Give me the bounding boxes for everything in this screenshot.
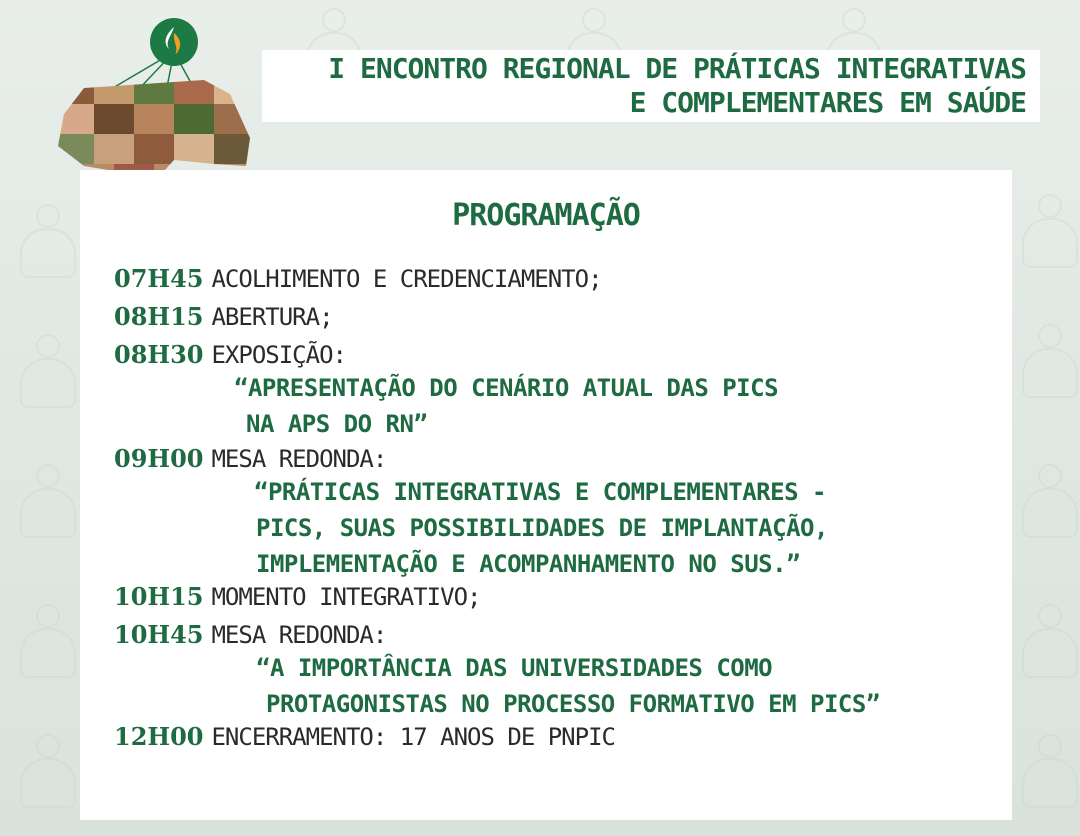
schedule-time: 10H15 bbox=[114, 582, 204, 611]
schedule-activity: MESA REDONDA: bbox=[211, 445, 387, 473]
meditation-figure-icon bbox=[1016, 600, 1080, 688]
schedule-activity: EXPOSIÇÃO: bbox=[211, 341, 346, 369]
schedule-activity: ACOLHIMENTO E CREDENCIAMENTO; bbox=[211, 265, 602, 293]
schedule-time: 08H30 bbox=[114, 340, 204, 369]
schedule-time: 07H45 bbox=[114, 264, 204, 293]
talk-quote-line: PICS, SUAS POSSIBILIDADES DE IMPLANTAÇÃO, bbox=[256, 514, 828, 542]
meditation-figure-icon bbox=[14, 200, 78, 288]
event-title-box bbox=[262, 50, 1040, 122]
meditation-figure-icon bbox=[1016, 460, 1080, 548]
program-card bbox=[80, 170, 1012, 820]
meditation-figure-icon bbox=[14, 730, 78, 818]
meditation-figure-icon bbox=[14, 600, 78, 688]
meditation-figure-icon bbox=[14, 330, 78, 418]
schedule-activity: MOMENTO INTEGRATIVO; bbox=[211, 583, 481, 611]
event-title-line-1: I ENCONTRO REGIONAL DE PRÁTICAS INTEGRATIVAS bbox=[328, 52, 1026, 85]
meditation-figure-icon bbox=[1016, 730, 1080, 818]
schedule-item bbox=[114, 620, 386, 649]
schedule-item bbox=[114, 340, 346, 369]
meditation-figure-icon bbox=[1016, 320, 1080, 408]
schedule-time: 10H45 bbox=[114, 620, 204, 649]
talk-quote-line: “APRESENTAÇÃO DO CENÁRIO ATUAL DAS PICS bbox=[234, 374, 779, 402]
schedule-item bbox=[114, 722, 615, 751]
schedule-time: 12H00 bbox=[114, 722, 204, 751]
talk-quote-line: “PRÁTICAS INTEGRATIVAS E COMPLEMENTARES - bbox=[254, 478, 826, 506]
schedule-item bbox=[114, 582, 480, 611]
meditation-figure-icon bbox=[14, 460, 78, 548]
talk-quote-line: “A IMPORTÂNCIA DAS UNIVERSIDADES COMO bbox=[256, 654, 773, 682]
talk-quote-line: PROTAGONISTAS NO PROCESSO FORMATIVO EM PICS” bbox=[266, 690, 880, 718]
program-title: PROGRAMAÇÃO bbox=[452, 198, 640, 233]
event-title-line-2: E COMPLEMENTARES EM SAÚDE bbox=[629, 86, 1026, 119]
schedule-time: 09H00 bbox=[114, 444, 204, 473]
schedule-time: 08H15 bbox=[114, 302, 204, 331]
schedule-activity: MESA REDONDA: bbox=[211, 621, 387, 649]
schedule-item bbox=[114, 444, 386, 473]
meditation-figure-icon bbox=[1016, 190, 1080, 278]
talk-quote-line: NA APS DO RN” bbox=[246, 410, 428, 438]
schedule-activity: ABERTURA; bbox=[211, 303, 333, 331]
schedule-item bbox=[114, 264, 602, 293]
schedule-item bbox=[114, 302, 333, 331]
schedule-activity: ENCERRAMENTO: 17 ANOS DE PNPIC bbox=[211, 723, 615, 751]
talk-quote-line: IMPLEMENTAÇÃO E ACOMPANHAMENTO NO SUS.” bbox=[256, 550, 801, 578]
